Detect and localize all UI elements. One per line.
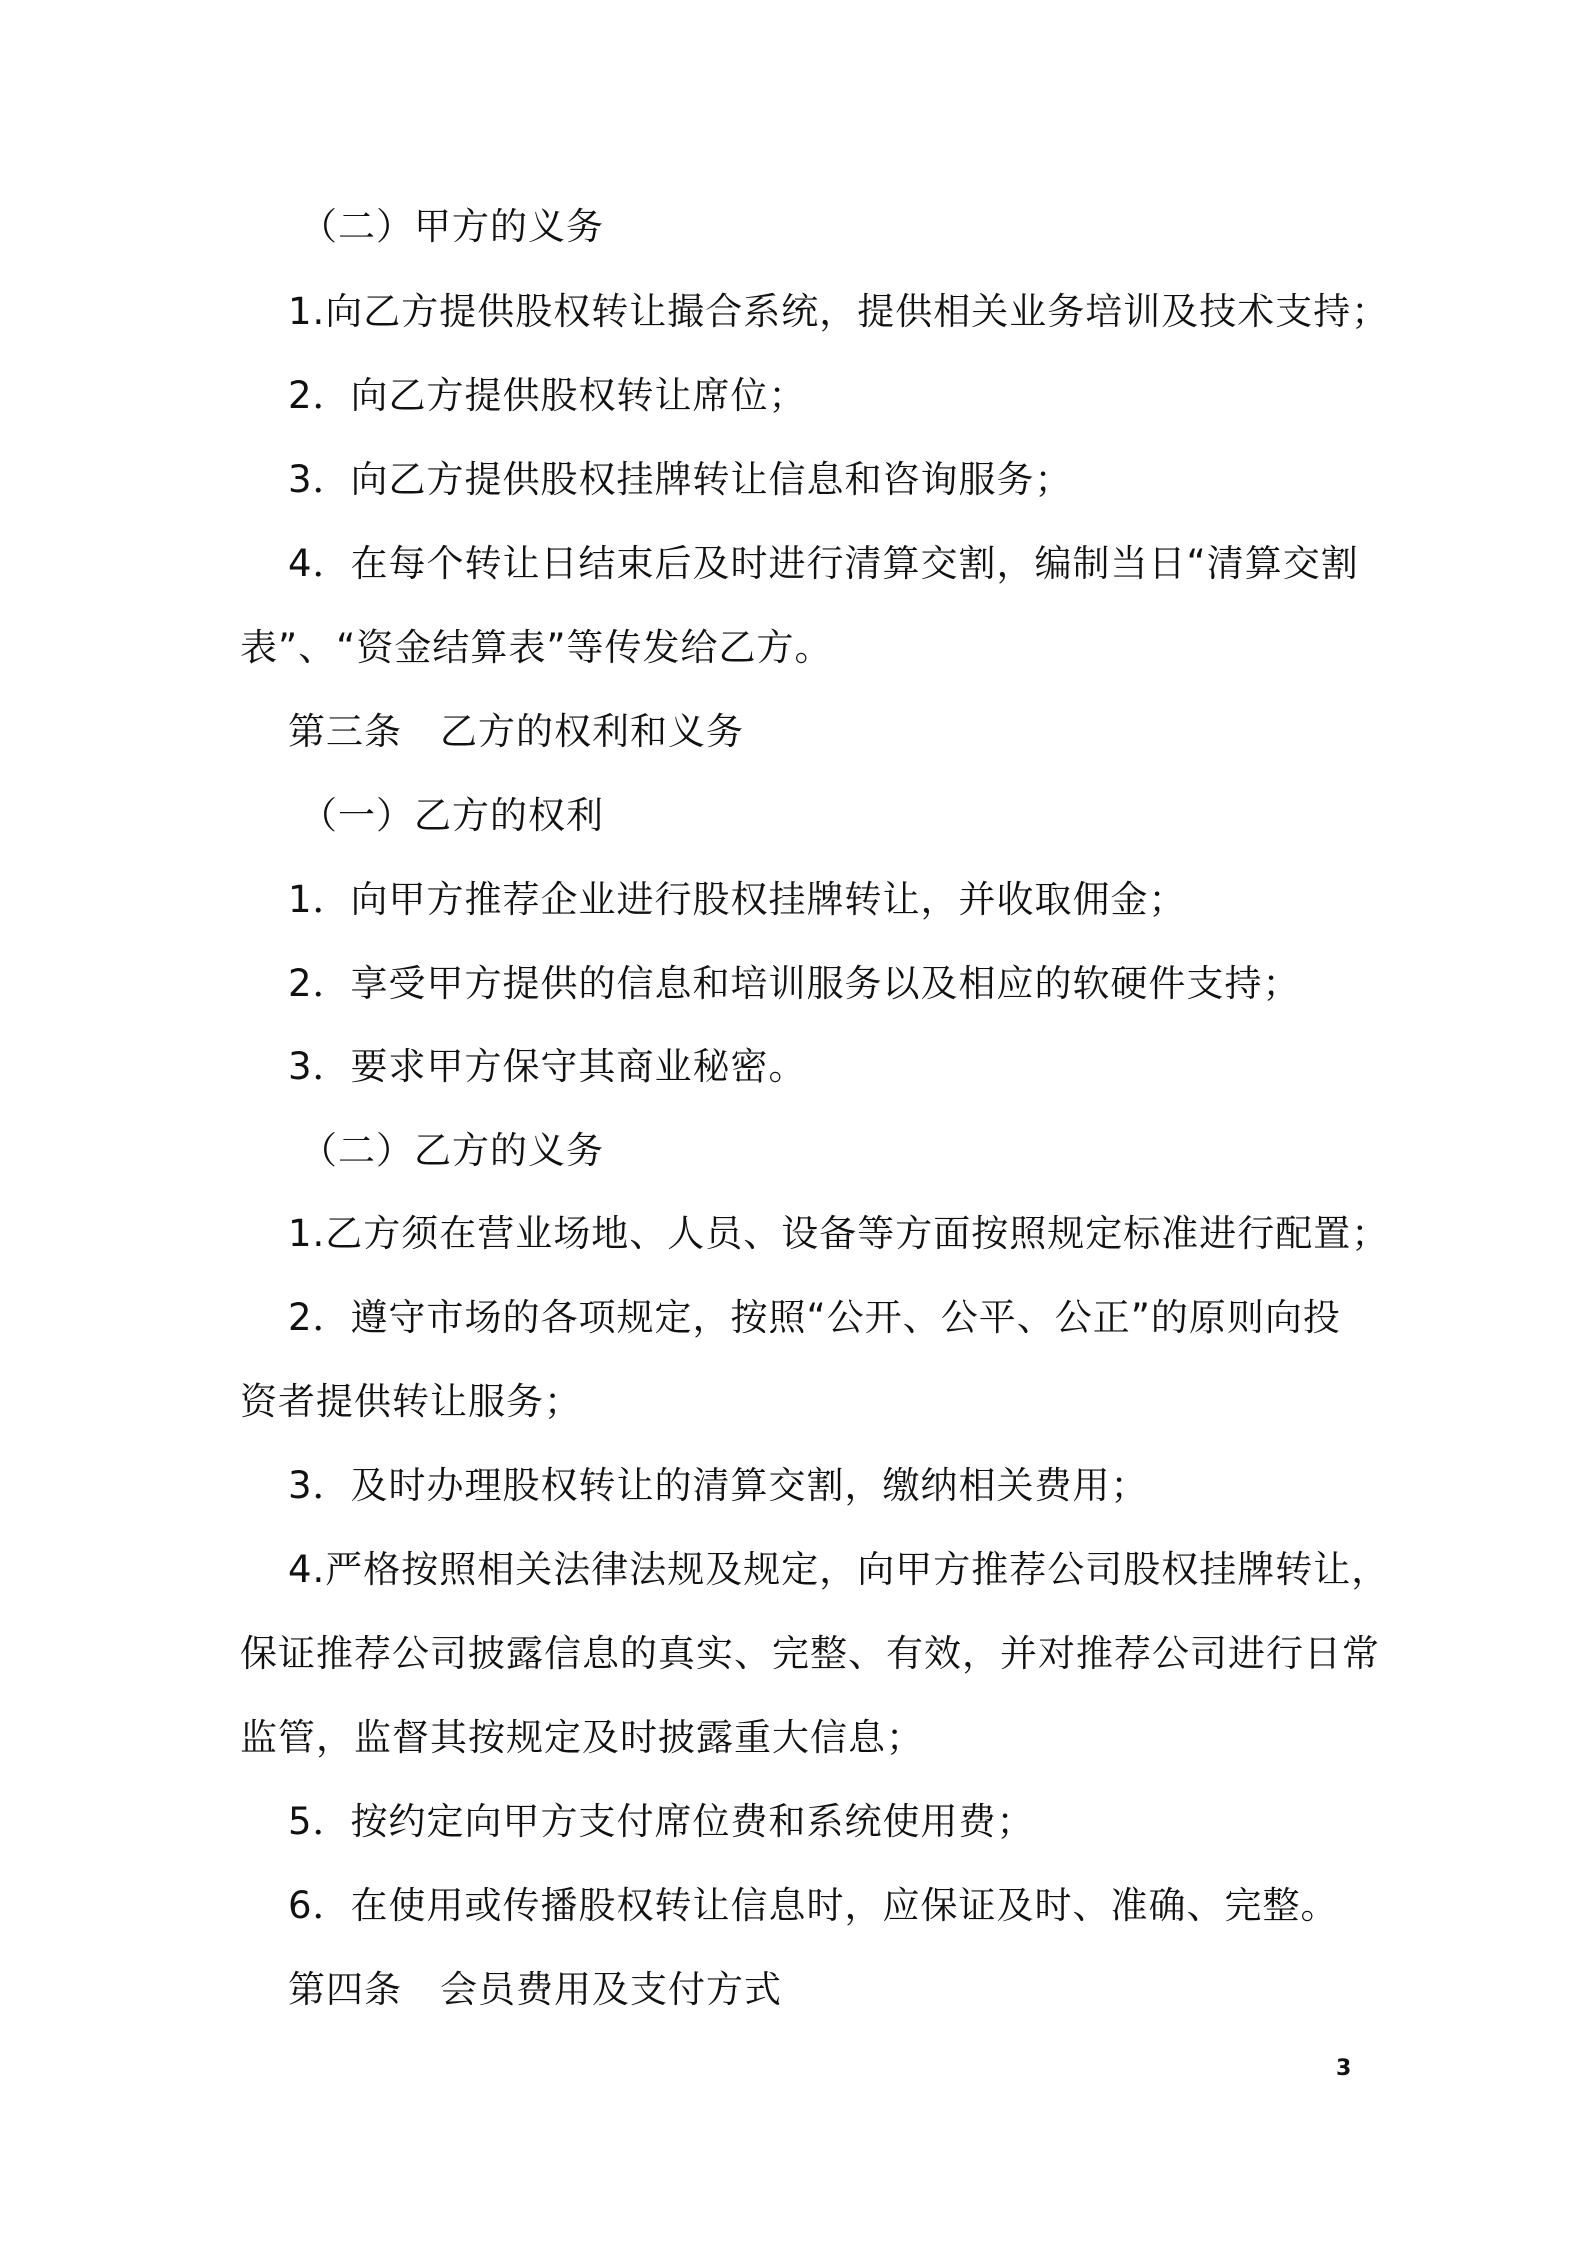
paragraph-line: 4．在每个转让日结束后及时进行清算交割，编制当日“清算交割: [288, 542, 1359, 585]
section-heading-party-b-obligations: （二）乙方的义务: [300, 1129, 604, 1172]
paragraph-line: 1.乙方须在营业场地、人员、设备等方面按照规定标准进行配置；: [288, 1212, 1390, 1255]
section-heading-party-b-rights: （一）乙方的权利: [300, 794, 604, 837]
paragraph-line: 4.严格按照相关法律法规及规定，向甲方推荐公司股权挂牌转让，: [288, 1548, 1390, 1591]
paragraph-line: 5．按约定向甲方支付席位费和系统使用费；: [288, 1800, 1035, 1843]
paragraph-line: 3．要求甲方保守其商业秘密。: [288, 1045, 807, 1088]
article-heading-3: 第三条 乙方的权利和义务: [288, 710, 744, 753]
paragraph-line: 2．向乙方提供股权转让席位；: [288, 374, 807, 417]
paragraph-line: 监管，监督其按规定及时披露重大信息；: [240, 1716, 924, 1759]
paragraph-line: 保证推荐公司披露信息的真实、完整、有效，并对推荐公司进行日常: [240, 1632, 1380, 1675]
paragraph-line: 1.向乙方提供股权转让撮合系统，提供相关业务培训及技术支持；: [288, 290, 1390, 333]
page-number: 3: [1336, 2056, 1352, 2081]
paragraph-line: 2．享受甲方提供的信息和培训服务以及相应的软硬件支持；: [288, 962, 1301, 1005]
paragraph-line: 3．及时办理股权转让的清算交割，缴纳相关费用；: [288, 1464, 1149, 1507]
paragraph-line: 3．向乙方提供股权挂牌转让信息和咨询服务；: [288, 458, 1073, 501]
paragraph-line: 6．在使用或传播股权转让信息时，应保证及时、准确、完整。: [288, 1884, 1339, 1927]
article-heading-4: 第四条 会员费用及支付方式: [288, 1968, 782, 2011]
paragraph-line: 资者提供转让服务；: [240, 1380, 582, 1423]
paragraph-line: 1．向甲方推荐企业进行股权挂牌转让，并收取佣金；: [288, 878, 1187, 921]
paragraph-line: 表”、“资金结算表”等传发给乙方。: [240, 626, 833, 669]
paragraph-line: 2．遵守市场的各项规定，按照“公开、公平、公正”的原则向投: [288, 1296, 1341, 1339]
section-heading-party-a-obligations: （二）甲方的义务: [300, 205, 604, 248]
